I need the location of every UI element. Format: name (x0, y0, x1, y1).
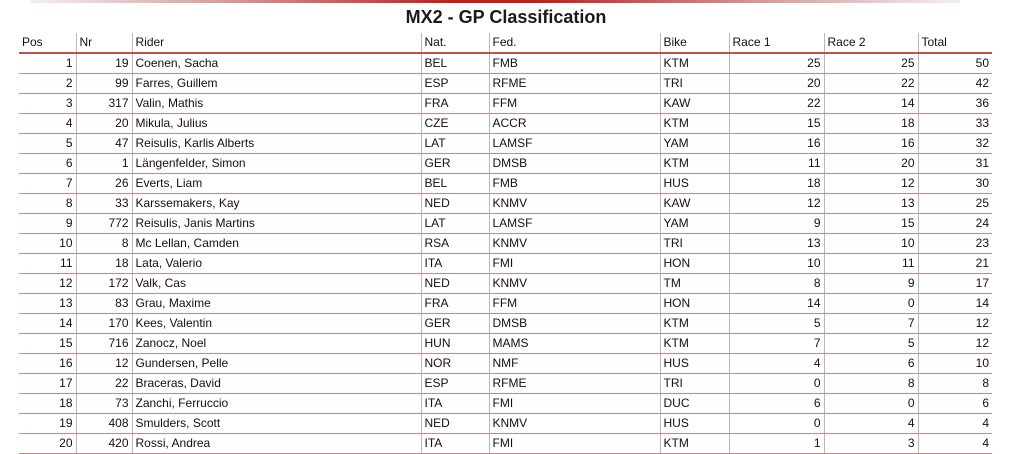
table-row (19, 74, 992, 94)
cell-pos: 20 (19, 434, 76, 454)
cell-bike: HUS (660, 354, 729, 374)
cell-nr: 73 (76, 394, 132, 414)
table-row (19, 434, 992, 454)
cell-total: 42 (918, 74, 992, 94)
table-row (19, 53, 992, 74)
cell-bike: YAM (660, 134, 729, 154)
cell-nr: 1 (76, 154, 132, 174)
cell-fed: FMB (489, 174, 660, 194)
cell-pos: 13 (19, 294, 76, 314)
cell-fed: KNMV (489, 414, 660, 434)
cell-bike: YAM (660, 214, 729, 234)
cell-race2: 8 (824, 374, 918, 394)
cell-total: 23 (918, 234, 992, 254)
column-header-race1: Race 1 (729, 33, 824, 53)
cell-nr: 716 (76, 334, 132, 354)
cell-bike: DUC (660, 394, 729, 414)
cell-total: 14 (918, 294, 992, 314)
cell-rider: Mikula, Julius (132, 114, 421, 134)
cell-rider: Gundersen, Pelle (132, 354, 421, 374)
cell-race1: 8 (729, 274, 824, 294)
cell-race2: 6 (824, 354, 918, 374)
cell-fed: LAMSF (489, 214, 660, 234)
cell-race2: 3 (824, 434, 918, 454)
cell-bike: KAW (660, 94, 729, 114)
cell-rider: Lata, Valerio (132, 254, 421, 274)
cell-total: 8 (918, 374, 992, 394)
cell-race2: 12 (824, 174, 918, 194)
cell-bike: KTM (660, 334, 729, 354)
cell-rider: Braceras, David (132, 374, 421, 394)
cell-bike: KTM (660, 434, 729, 454)
table-row (19, 394, 992, 414)
column-header-nr: Nr (76, 33, 132, 53)
cell-race1: 7 (729, 334, 824, 354)
cell-nr: 19 (76, 53, 132, 74)
cell-race1: 5 (729, 314, 824, 334)
cell-race2: 10 (824, 234, 918, 254)
cell-fed: FFM (489, 94, 660, 114)
cell-fed: FMI (489, 254, 660, 274)
cell-pos: 7 (19, 174, 76, 194)
cell-total: 30 (918, 174, 992, 194)
cell-nat: ITA (421, 434, 489, 454)
cell-pos: 3 (19, 94, 76, 114)
cell-nat: GER (421, 314, 489, 334)
cell-rider: Mc Lellan, Camden (132, 234, 421, 254)
cell-total: 12 (918, 334, 992, 354)
column-header-race2: Race 2 (824, 33, 918, 53)
cell-pos: 8 (19, 194, 76, 214)
cell-race2: 11 (824, 254, 918, 274)
cell-race1: 6 (729, 394, 824, 414)
cell-bike: HUS (660, 414, 729, 434)
cell-pos: 2 (19, 74, 76, 94)
cell-nat: ITA (421, 394, 489, 414)
cell-total: 10 (918, 354, 992, 374)
cell-fed: NMF (489, 354, 660, 374)
cell-rider: Kees, Valentin (132, 314, 421, 334)
cell-nr: 772 (76, 214, 132, 234)
cell-bike: KTM (660, 314, 729, 334)
table-row (19, 314, 992, 334)
cell-total: 50 (918, 53, 992, 74)
table-row (19, 274, 992, 294)
cell-race1: 25 (729, 53, 824, 74)
cell-nat: NED (421, 274, 489, 294)
cell-total: 21 (918, 254, 992, 274)
table-row (19, 354, 992, 374)
cell-race1: 9 (729, 214, 824, 234)
cell-race1: 15 (729, 114, 824, 134)
cell-pos: 4 (19, 114, 76, 134)
column-header-rider: Rider (132, 33, 421, 53)
cell-rider: Valin, Mathis (132, 94, 421, 114)
cell-pos: 19 (19, 414, 76, 434)
table-row (19, 94, 992, 114)
cell-fed: FMI (489, 394, 660, 414)
cell-total: 33 (918, 114, 992, 134)
cell-race1: 10 (729, 254, 824, 274)
cell-race2: 25 (824, 53, 918, 74)
cell-nat: BEL (421, 53, 489, 74)
column-header-pos: Pos (19, 33, 76, 53)
cell-total: 31 (918, 154, 992, 174)
classification-table (19, 33, 992, 454)
cell-nr: 18 (76, 254, 132, 274)
cell-race1: 12 (729, 194, 824, 214)
cell-nat: FRA (421, 294, 489, 314)
cell-rider: Grau, Maxime (132, 294, 421, 314)
cell-nr: 99 (76, 74, 132, 94)
cell-nr: 33 (76, 194, 132, 214)
table-row (19, 234, 992, 254)
header-banner-strip (30, 0, 960, 3)
cell-pos: 10 (19, 234, 76, 254)
cell-race2: 0 (824, 394, 918, 414)
table-body (19, 53, 992, 454)
cell-race1: 22 (729, 94, 824, 114)
cell-nr: 8 (76, 234, 132, 254)
table-row (19, 374, 992, 394)
cell-bike: KTM (660, 53, 729, 74)
cell-total: 4 (918, 434, 992, 454)
cell-nat: LAT (421, 214, 489, 234)
cell-fed: RFME (489, 74, 660, 94)
cell-bike: HON (660, 294, 729, 314)
table-row (19, 194, 992, 214)
cell-fed: ACCR (489, 114, 660, 134)
cell-nr: 317 (76, 94, 132, 114)
cell-fed: MAMS (489, 334, 660, 354)
cell-nr: 12 (76, 354, 132, 374)
column-header-bike: Bike (660, 33, 729, 53)
cell-total: 6 (918, 394, 992, 414)
cell-rider: Karssemakers, Kay (132, 194, 421, 214)
cell-nat: ITA (421, 254, 489, 274)
cell-race2: 18 (824, 114, 918, 134)
cell-bike: TM (660, 274, 729, 294)
cell-nat: HUN (421, 334, 489, 354)
cell-bike: HUS (660, 174, 729, 194)
cell-fed: LAMSF (489, 134, 660, 154)
cell-pos: 5 (19, 134, 76, 154)
cell-race1: 4 (729, 354, 824, 374)
cell-bike: KTM (660, 114, 729, 134)
cell-nr: 83 (76, 294, 132, 314)
cell-rider: Farres, Guillem (132, 74, 421, 94)
table-row (19, 414, 992, 434)
cell-pos: 11 (19, 254, 76, 274)
cell-race2: 13 (824, 194, 918, 214)
cell-rider: Everts, Liam (132, 174, 421, 194)
table-row (19, 254, 992, 274)
page-title: MX2 - GP Classification (405, 7, 607, 27)
cell-nr: 420 (76, 434, 132, 454)
cell-nr: 20 (76, 114, 132, 134)
cell-race1: 14 (729, 294, 824, 314)
cell-race1: 0 (729, 414, 824, 434)
cell-bike: TRI (660, 74, 729, 94)
cell-nr: 26 (76, 174, 132, 194)
cell-nat: RSA (421, 234, 489, 254)
table-row (19, 134, 992, 154)
cell-nat: ESP (421, 374, 489, 394)
cell-nat: CZE (421, 114, 489, 134)
cell-race2: 4 (824, 414, 918, 434)
cell-rider: Rossi, Andrea (132, 434, 421, 454)
cell-race2: 9 (824, 274, 918, 294)
cell-nat: NED (421, 194, 489, 214)
cell-rider: Coenen, Sacha (132, 53, 421, 74)
cell-fed: KNMV (489, 274, 660, 294)
cell-fed: RFME (489, 374, 660, 394)
cell-total: 32 (918, 134, 992, 154)
cell-fed: DMSB (489, 154, 660, 174)
cell-rider: Längenfelder, Simon (132, 154, 421, 174)
cell-total: 25 (918, 194, 992, 214)
cell-race1: 0 (729, 374, 824, 394)
table-row (19, 114, 992, 134)
cell-total: 36 (918, 94, 992, 114)
cell-rider: Zanchi, Ferruccio (132, 394, 421, 414)
cell-pos: 12 (19, 274, 76, 294)
cell-fed: KNMV (489, 194, 660, 214)
table-header-row (19, 33, 992, 53)
cell-pos: 9 (19, 214, 76, 234)
cell-pos: 14 (19, 314, 76, 334)
table-row (19, 214, 992, 234)
cell-bike: TRI (660, 234, 729, 254)
cell-nat: GER (421, 154, 489, 174)
cell-nr: 408 (76, 414, 132, 434)
cell-total: 4 (918, 414, 992, 434)
cell-bike: HON (660, 254, 729, 274)
table-row (19, 294, 992, 314)
cell-race2: 20 (824, 154, 918, 174)
cell-fed: FMI (489, 434, 660, 454)
cell-pos: 15 (19, 334, 76, 354)
cell-nat: ESP (421, 74, 489, 94)
cell-pos: 17 (19, 374, 76, 394)
cell-rider: Reisulis, Janis Martins (132, 214, 421, 234)
cell-race2: 0 (824, 294, 918, 314)
cell-fed: FMB (489, 53, 660, 74)
cell-rider: Zanocz, Noel (132, 334, 421, 354)
cell-nr: 170 (76, 314, 132, 334)
cell-race2: 14 (824, 94, 918, 114)
table-row (19, 334, 992, 354)
cell-total: 12 (918, 314, 992, 334)
cell-nat: BEL (421, 174, 489, 194)
cell-pos: 1 (19, 53, 76, 74)
cell-race1: 1 (729, 434, 824, 454)
cell-race1: 16 (729, 134, 824, 154)
cell-race1: 20 (729, 74, 824, 94)
cell-rider: Reisulis, Karlis Alberts (132, 134, 421, 154)
cell-total: 24 (918, 214, 992, 234)
cell-rider: Valk, Cas (132, 274, 421, 294)
cell-nr: 22 (76, 374, 132, 394)
cell-race1: 18 (729, 174, 824, 194)
table-row (19, 174, 992, 194)
cell-fed: FFM (489, 294, 660, 314)
cell-race2: 7 (824, 314, 918, 334)
cell-race1: 13 (729, 234, 824, 254)
cell-race2: 15 (824, 214, 918, 234)
cell-pos: 18 (19, 394, 76, 414)
cell-pos: 6 (19, 154, 76, 174)
cell-nr: 47 (76, 134, 132, 154)
cell-pos: 16 (19, 354, 76, 374)
cell-total: 17 (918, 274, 992, 294)
cell-nat: NED (421, 414, 489, 434)
table-row (19, 154, 992, 174)
cell-fed: DMSB (489, 314, 660, 334)
cell-race2: 22 (824, 74, 918, 94)
cell-bike: KAW (660, 194, 729, 214)
cell-bike: TRI (660, 374, 729, 394)
cell-nat: NOR (421, 354, 489, 374)
cell-nr: 172 (76, 274, 132, 294)
cell-nat: FRA (421, 94, 489, 114)
cell-nat: LAT (421, 134, 489, 154)
cell-race1: 11 (729, 154, 824, 174)
column-header-nat: Nat. (421, 33, 489, 53)
column-header-fed: Fed. (489, 33, 660, 53)
cell-fed: KNMV (489, 234, 660, 254)
cell-bike: KTM (660, 154, 729, 174)
cell-rider: Smulders, Scott (132, 414, 421, 434)
cell-race2: 16 (824, 134, 918, 154)
column-header-total: Total (918, 33, 992, 53)
cell-race2: 5 (824, 334, 918, 354)
